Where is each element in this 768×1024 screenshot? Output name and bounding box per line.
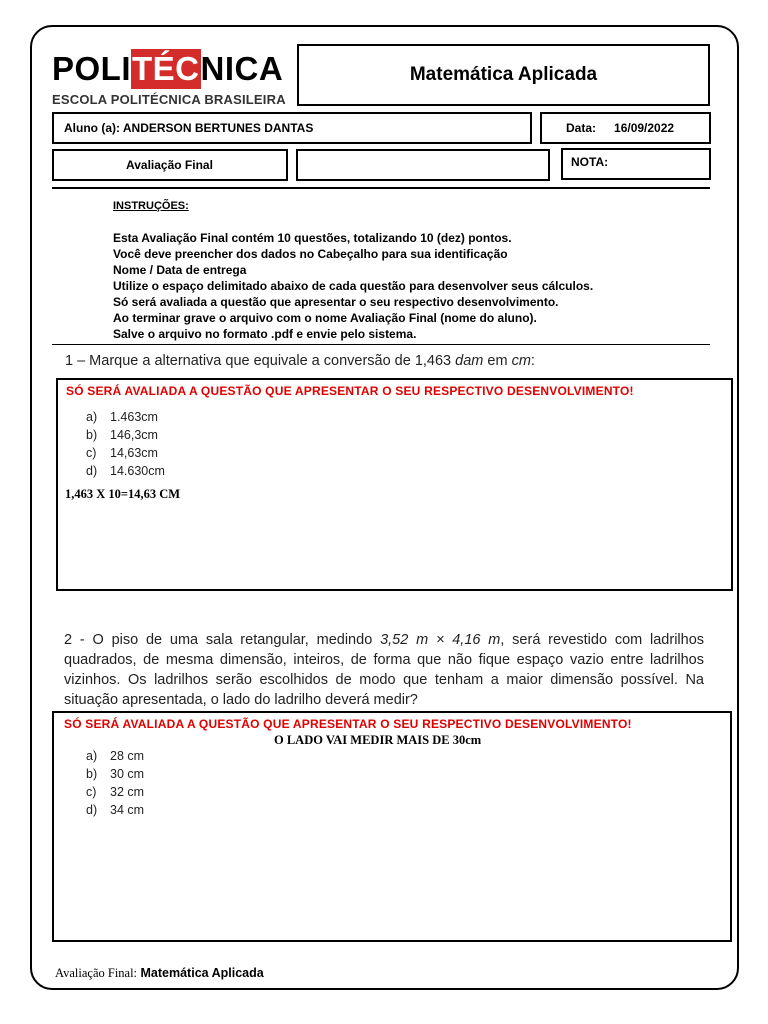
option-letter: d) xyxy=(86,464,98,478)
instruction-line: Ao terminar grave o arquivo com o nome Avaliação Final (nome do aluno). xyxy=(113,311,537,325)
grade-field[interactable] xyxy=(561,148,711,180)
question-2-part: , será revestido com ladrilhos quadrados, de mesma dimensão, inteiros, de forma que não fique espaço vazio entre ladrilhos vizinhos. Os ladrilhos serão escolhidos de modo que tenham a maior dimensão possível. Na situação apresentada, o lado do ladrilho deverá medir? xyxy=(64,632,705,708)
option-letter: c) xyxy=(86,785,97,799)
footer xyxy=(55,966,264,981)
logo-word-start: POLI xyxy=(52,50,132,87)
date-label: Data: xyxy=(566,121,597,135)
room-dimensions: 3,52 m × 4,16 m xyxy=(380,632,501,648)
logo-word-highlight: TÉC xyxy=(132,50,200,87)
question-2-warning: SÓ SERÁ AVALIADA A QUESTÃO QUE APRESENTAR O SEU RESPECTIVO DESENVOLVIMENTO! xyxy=(64,717,632,731)
option-d[interactable] xyxy=(86,801,144,819)
date-value: 16/09/2022 xyxy=(614,121,675,135)
footer-subject: Matemática Aplicada xyxy=(140,966,264,980)
unit-dam: dam xyxy=(455,353,484,369)
option-b[interactable] xyxy=(86,765,144,783)
option-letter: a) xyxy=(86,749,98,763)
student-name-field[interactable] xyxy=(52,112,532,144)
instruction-line: Nome / Data de entrega xyxy=(113,263,247,277)
question-1-part: em xyxy=(483,353,512,369)
instructions-divider xyxy=(52,344,710,345)
instruction-line: Só será avaliada a questão que apresentar o seu respectivo desenvolvimento. xyxy=(113,295,559,309)
course-title: Matemática Aplicada xyxy=(409,64,598,85)
instruction-line: Utilize o espaço delimitado abaixo de cada questão para desenvolver seus cálculos. xyxy=(113,279,594,293)
instructions-heading: INSTRUÇÕES: xyxy=(113,200,189,212)
instructions-list xyxy=(113,230,593,342)
option-letter: d) xyxy=(86,803,98,817)
instruction-line: Esta Avaliação Final contém 10 questões, totalizando 10 (dez) pontos. xyxy=(113,231,512,245)
instruction-line: Você deve preencher dos dados no Cabeçalho para sua identificação xyxy=(113,247,508,261)
date-field[interactable] xyxy=(540,112,711,144)
option-a[interactable] xyxy=(86,408,165,426)
student-name: Aluno (a): ANDERSON BERTUNES DANTAS xyxy=(64,121,314,135)
logo-subtitle: ESCOLA POLITÉCNICA BRASILEIRA xyxy=(52,92,286,107)
option-c[interactable] xyxy=(86,444,165,462)
question-1-part: 1 – Marque a alternativa que equivale a conversão de 1,463 xyxy=(65,353,456,369)
option-b[interactable] xyxy=(86,426,165,444)
question-2-answer-box[interactable] xyxy=(52,711,732,942)
option-letter: a) xyxy=(86,410,98,424)
option-text: 34 cm xyxy=(110,803,145,817)
option-text: 1.463cm xyxy=(110,410,158,424)
instruction-line: Salve o arquivo no formato .pdf e envie pelo sistema. xyxy=(113,327,417,341)
question-1-options xyxy=(86,408,165,480)
course-title-box xyxy=(297,44,710,106)
assessment-field xyxy=(52,149,288,181)
option-letter: b) xyxy=(86,428,98,442)
assessment-name: Avaliação Final xyxy=(126,158,213,172)
question-1-text xyxy=(65,351,535,371)
unit-cm: cm xyxy=(511,353,531,369)
option-text: 30 cm xyxy=(110,767,145,781)
footer-label: Avaliação Final: xyxy=(55,966,138,980)
option-c[interactable] xyxy=(86,783,144,801)
option-a[interactable] xyxy=(86,747,144,765)
blank-header-field[interactable] xyxy=(296,149,550,181)
grade-label: NOTA: xyxy=(571,155,609,169)
question-2-text xyxy=(64,630,704,710)
option-text: 14,63cm xyxy=(110,446,158,460)
option-letter: c) xyxy=(86,446,97,460)
question-1-answer-box[interactable] xyxy=(56,378,733,591)
question-1-warning: SÓ SERÁ AVALIADA A QUESTÃO QUE APRESENTAR O SEU RESPECTIVO DESENVOLVIMENTO! xyxy=(66,384,634,398)
logo xyxy=(52,49,283,89)
option-letter: b) xyxy=(86,767,98,781)
logo-word-end: NICA xyxy=(200,50,284,87)
question-1-part: : xyxy=(530,353,535,369)
option-text: 146,3cm xyxy=(110,428,158,442)
question-1-answer: 1,463 X 10=14,63 CM xyxy=(65,487,181,501)
option-text: 14.630cm xyxy=(110,464,165,478)
option-d[interactable] xyxy=(86,462,165,480)
question-2-answer: O LADO VAI MEDIR MAIS DE 30cm xyxy=(274,733,482,747)
option-text: 28 cm xyxy=(110,749,145,763)
question-2-part: 2 - O piso de uma sala retangular, medindo xyxy=(64,632,381,648)
header-divider xyxy=(52,187,710,189)
option-text: 32 cm xyxy=(110,785,145,799)
question-2-options xyxy=(86,747,144,819)
